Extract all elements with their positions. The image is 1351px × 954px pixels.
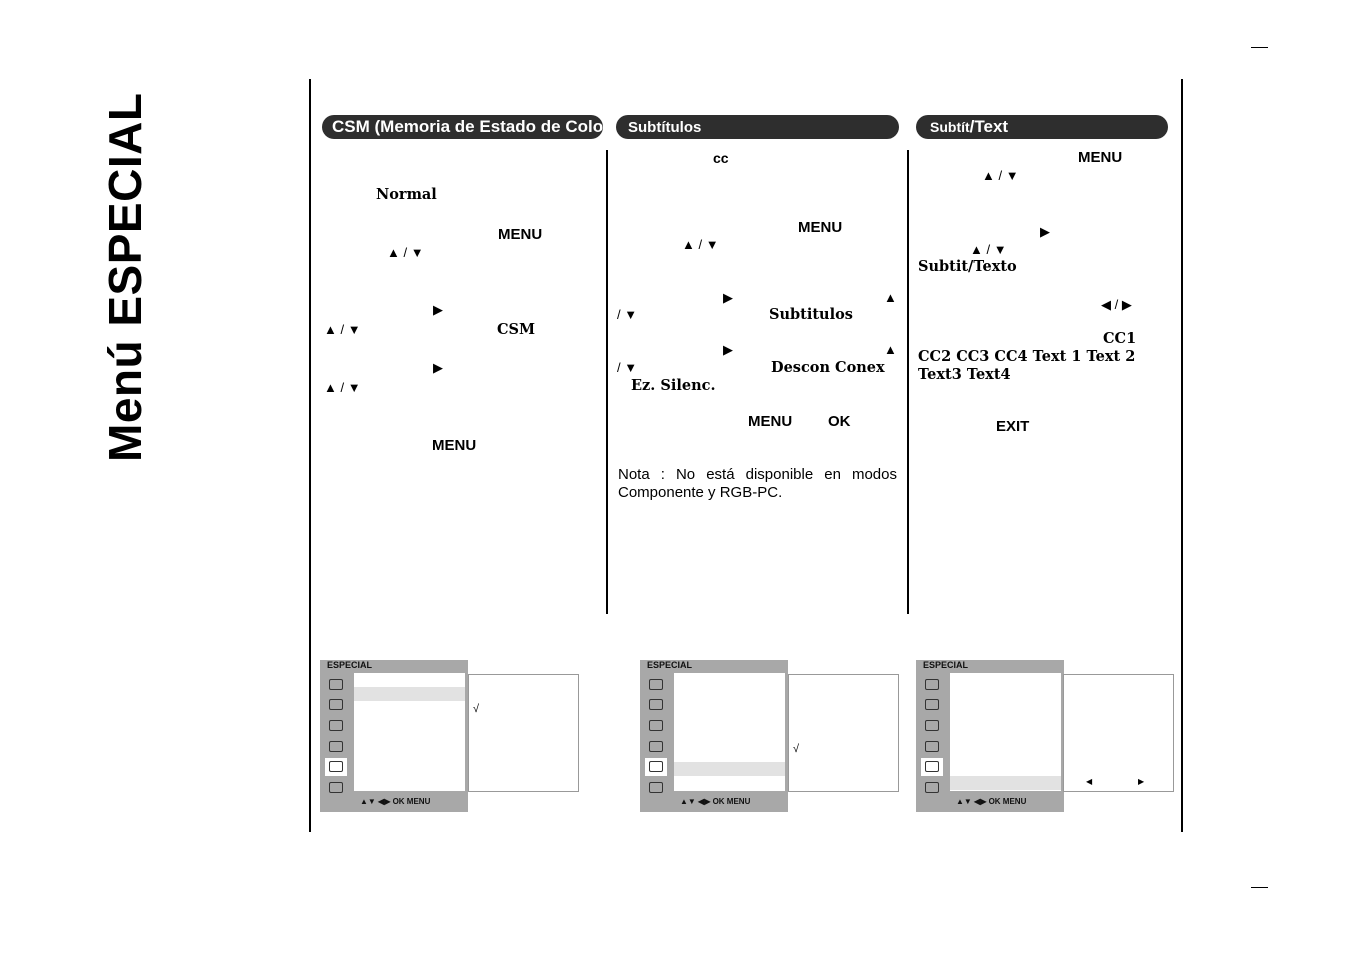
special-icon [921, 758, 943, 776]
menu-key-5: MENU [1078, 149, 1123, 166]
down-key-1: / ▼ [617, 307, 638, 322]
osd-title: ESPECIAL [327, 660, 373, 670]
lock-icon [645, 779, 667, 797]
osd-highlight-row [354, 687, 465, 701]
lock-icon [921, 779, 943, 797]
sound-icon [645, 696, 667, 714]
normal-label: Normal [376, 186, 437, 203]
column-divider-2 [907, 150, 909, 614]
osd-list [674, 673, 785, 791]
time-icon [921, 738, 943, 756]
lock-icon [325, 779, 347, 797]
check-mark: √ [793, 743, 800, 755]
picture-icon [325, 676, 347, 694]
section-header-csm: CSM (Memoria de Estado de Color) [322, 115, 603, 139]
exit-key: EXIT [996, 418, 1030, 435]
sound-icon [921, 696, 943, 714]
up-down-keys-1: ▲ / ▼ [387, 245, 424, 260]
menu-key-4: MENU [748, 413, 793, 430]
crop-mark-bottom [1251, 887, 1268, 888]
section-header-subtit-small: Subtít [930, 119, 970, 135]
up-down-keys-6: ▲ / ▼ [970, 242, 1007, 257]
descon-conex-label: Descon Conex [771, 359, 885, 376]
channel-icon [325, 717, 347, 735]
up-down-keys-5: ▲ / ▼ [982, 168, 1019, 183]
osd-title: ESPECIAL [647, 660, 693, 670]
crop-mark-top [1251, 47, 1268, 48]
options-line-1: CC2 CC3 CC4 Text 1 Text 2 [918, 348, 1136, 365]
section-header-subtit-text [916, 115, 1168, 139]
sound-icon [325, 696, 347, 714]
picture-icon [645, 676, 667, 694]
section-header-text-big: /Text [969, 117, 1009, 136]
osd-highlight-row [950, 776, 1061, 790]
right-key-4: ▶ [723, 342, 733, 357]
menu-key-2: MENU [432, 437, 477, 454]
ez-silenc-label: Ez. Silenc. [631, 377, 716, 394]
subtit-texto-label: Subtit/Texto [918, 258, 1017, 275]
special-icon [645, 758, 667, 776]
down-key-2: / ▼ [617, 360, 638, 375]
special-icon [325, 758, 347, 776]
time-icon [325, 738, 347, 756]
channel-icon [645, 717, 667, 735]
up-down-keys-2: ▲ / ▼ [324, 322, 361, 337]
osd-submenu-3 [1063, 674, 1174, 792]
up-down-keys-4: ▲ / ▼ [682, 237, 719, 252]
time-icon [645, 738, 667, 756]
column-divider-1 [606, 150, 608, 614]
right-arrow-icon: ▶ [1138, 777, 1145, 786]
cc1-option: CC1 [1103, 330, 1137, 347]
left-rule [309, 79, 311, 832]
cc-label: cc [713, 150, 729, 166]
subtitulos-label: Subtitulos [769, 306, 853, 323]
section-header-subtitulos: Subtítulos [616, 115, 899, 139]
osd-list [354, 673, 465, 791]
osd-menu-2 [640, 660, 788, 812]
osd-list [950, 673, 1061, 791]
picture-icon [921, 676, 943, 694]
osd-submenu-2 [788, 674, 899, 792]
osd-menu-3 [916, 660, 1064, 812]
osd-footer: ▲▼ ◀▶ OK MENU [360, 797, 431, 806]
ok-key: OK [828, 413, 851, 430]
page-title: Menú ESPECIAL [99, 92, 151, 462]
osd-submenu-1 [468, 674, 579, 792]
osd-menu-1 [320, 660, 468, 812]
check-mark: √ [473, 703, 480, 715]
osd-footer: ▲▼ ◀▶ OK MENU [680, 797, 751, 806]
up-key-1: ▲ [884, 290, 897, 305]
right-key-2: ▶ [433, 360, 443, 375]
right-rule [1181, 79, 1183, 832]
menu-key-1: MENU [498, 226, 543, 243]
left-right-keys: ◀ / ▶ [1101, 297, 1132, 312]
right-key-5: ▶ [1040, 224, 1050, 239]
right-key-3: ▶ [723, 290, 733, 305]
options-line-2: Text3 Text4 [918, 366, 1011, 383]
osd-title: ESPECIAL [923, 660, 969, 670]
channel-icon [921, 717, 943, 735]
left-arrow-icon: ◀ [1086, 777, 1093, 786]
osd-highlight-row [674, 762, 785, 776]
note-text: Nota : No está disponible en modos Componente y RGB-PC. [618, 466, 897, 501]
up-down-keys-3: ▲ / ▼ [324, 380, 361, 395]
right-key-1: ▶ [433, 302, 443, 317]
menu-key-3: MENU [798, 219, 843, 236]
csm-label: CSM [497, 321, 536, 338]
up-key-2: ▲ [884, 342, 897, 357]
osd-footer: ▲▼ ◀▶ OK MENU [956, 797, 1027, 806]
